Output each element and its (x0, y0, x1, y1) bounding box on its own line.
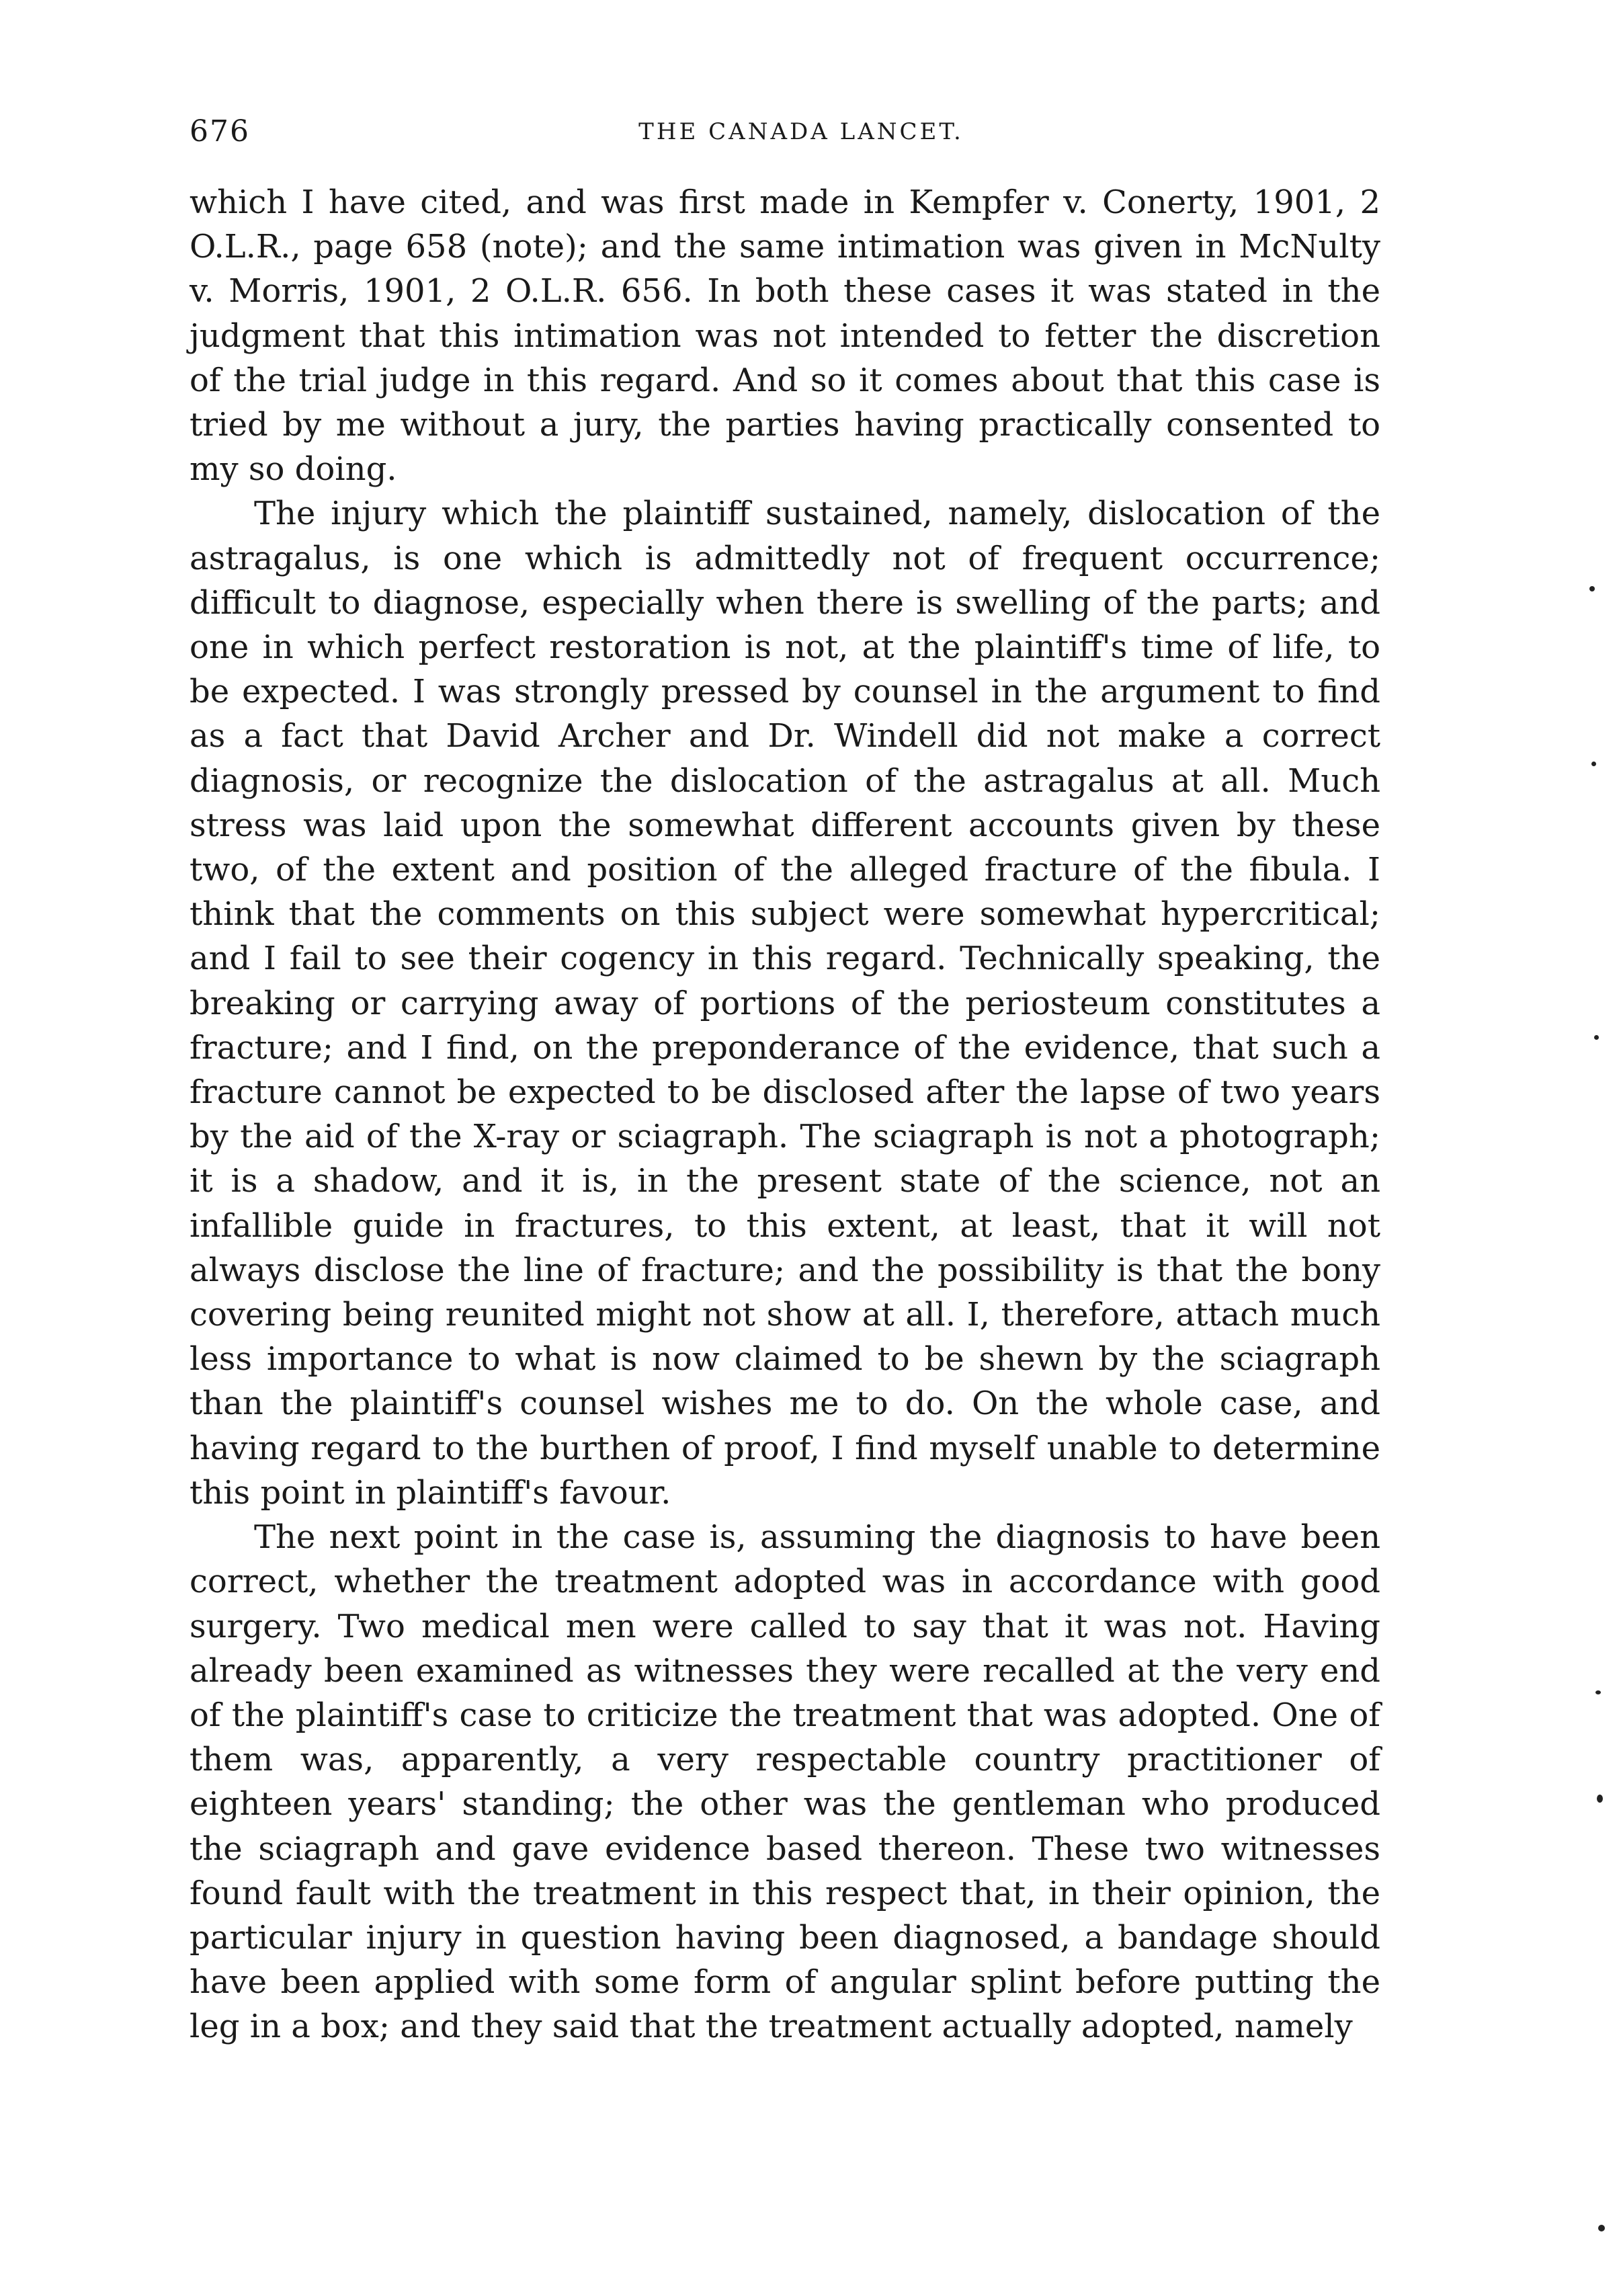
scan-speck (1595, 1690, 1601, 1694)
running-head (190, 114, 1413, 161)
paragraph-injury-diagnosis: The injury which the plaintiff sustained, namely, dislocation of the astragalus, is one which is admittedly not of frequent occurrence; difficult to diagnose, especially when there is swelling of the parts; and one in which perfect restoration is not, at the plaintiff's time of life, to be expected. I was strongly pressed by counsel in the argument to find as a fact that David Archer and Dr. Windell did not make a correct diagnosis, or recognize the dislocation of the astragalus at all. Much stress was laid upon the somewhat different accounts given by these two, of the extent and position of the alleged fracture of the fibula. I think that the comments on this subject were somewhat hypercritical; and I fail to see their cogency in this regard. Technically speaking, the breaking or carrying away of portions of the periosteum constitutes a fracture; and I find, on the preponderance of the evidence, that such a fracture cannot be expected to be disclosed after the lapse of two years by the aid of the X-ray or sciagraph. The sciagraph is not a photograph; it is a shadow, and it is, in the present state of the science, not an infallible guide in fractures, to this extent, at least, that it will not always disclose the line of fracture; and the possibility is that the bony covering being reunited might not show at all. I, therefore, attach much less importance to what is now claimed to be shewn by the sciagraph than the plaintiff's counsel wishes me to do. On the whole case, and having regard to the burthen of proof, I find myself unable to determine this point in plaintiff's favour. (190, 495, 1380, 1512)
scan-speck (1597, 1795, 1603, 1803)
scan-speck (1589, 586, 1595, 591)
journal-title: THE CANADA LANCET. (638, 118, 964, 145)
scan-speck (1598, 2225, 1605, 2231)
paragraph-continuation: which I have cited, and was first made in Kempfer v. Conerty, 1901, 2 O.L.R., page 658 (note); and the same intimation was given in McNulty v. Morris, 1901, 2 O.L.R. 656. In both these cases it was stated in the judgment that this intimation was not intended to fetter the discretion of the trial judge in this regard. And so it comes about that this case is tried by me without a jury, the parties having practically consented to my so doing. (190, 183, 1380, 489)
scan-speck (1591, 762, 1596, 766)
paragraph-treatment: The next point in the case is, assuming the diagnosis to have been correct, whether the treatment adopted was in accordance with good surgery. Two medical men were called to say that it was not. Having already been examined as witnesses they were recalled at the very end of the plaintiff's case to criticize the treatment that was adopted. One of them was, apparently, a very respectable country practitioner of eighteen years' standing; the other was the gentleman who produced the sciagraph and gave evidence based thereon. These two witnesses found fault with the treatment in this respect that, in their opinion, the particular injury in question having been diagnosed, a bandage should have been applied with some form of angular splint before putting the leg in a box; and they said that the treatment actually adopted, namely (190, 1518, 1380, 2046)
scan-speck (1594, 1035, 1599, 1040)
page-number: 676 (190, 114, 250, 149)
body-text (190, 180, 1380, 2049)
